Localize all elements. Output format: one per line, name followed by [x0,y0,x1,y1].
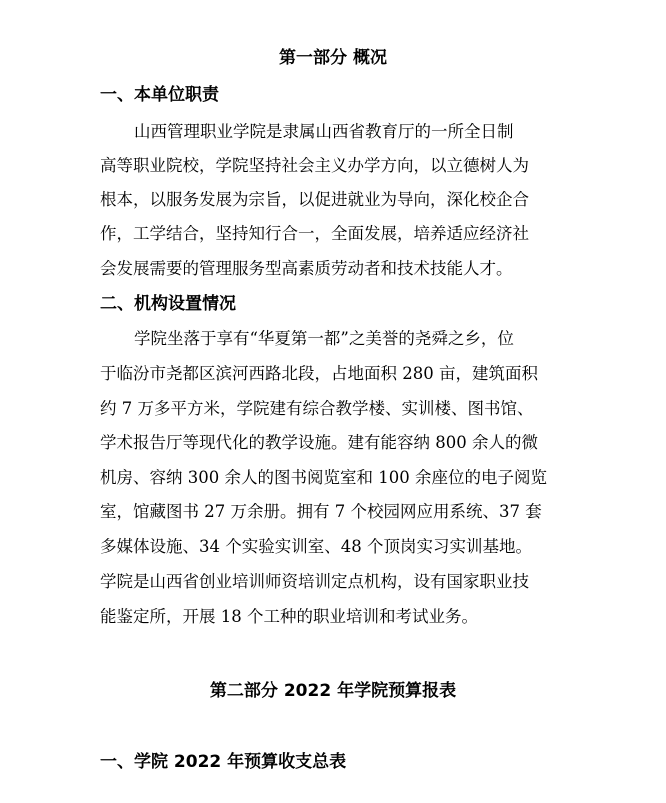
section-heading-budget-summary: 一、学院 2022 年预算收支总表 [100,752,347,772]
part-one-title: 第一部分 概况 [279,48,387,68]
section-heading-responsibilities: 一、本单位职责 [100,85,219,105]
paragraph-line: 根本，以服务发展为宗旨，以促进就业为导向，深化校企合 [100,190,529,209]
paragraph-line: 于临汾市尧都区滨河西路北段，占地面积 280 亩，建筑面积 [100,364,538,383]
section-heading-organization: 二、机构设置情况 [100,294,236,314]
paragraph-line: 山西管理职业学院是隶属山西省教育厅的一所全日制 [134,122,514,141]
paragraph-line: 会发展需要的管理服务型高素质劳动者和技术技能人才。 [100,259,513,278]
part-two-title: 第二部分 2022 年学院预算报表 [209,681,457,701]
paragraph-line: 室，馆藏图书 27 万余册。拥有 7 个校园网应用系统、37 套 [100,502,542,521]
paragraph-line: 学院坐落于享有“华夏第一都”之美誉的尧舜之乡，位 [134,329,514,348]
paragraph-line: 学术报告厅等现代化的教学设施。建有能容纳 800 余人的微 [100,433,538,452]
paragraph-line: 高等职业院校，学院坚持社会主义办学方向，以立德树人为 [100,156,529,175]
paragraph-line: 作，工学结合，坚持知行合一，全面发展，培养适应经济社 [100,224,529,243]
paragraph-line: 约 7 万多平方米，学院建有综合教学楼、实训楼、图书馆、 [100,399,534,418]
paragraph-line: 学院是山西省创业培训师资培训定点机构，设有国家职业技 [100,572,529,591]
paragraph-line: 能鉴定所，开展 18 个工种的职业培训和考试业务。 [100,607,478,626]
paragraph-line: 机房、容纳 300 余人的图书阅览室和 100 余座位的电子阅览 [100,468,547,487]
paragraph-line: 多媒体设施、34 个实验实训室、48 个顶岗实习实训基地。 [100,537,532,556]
